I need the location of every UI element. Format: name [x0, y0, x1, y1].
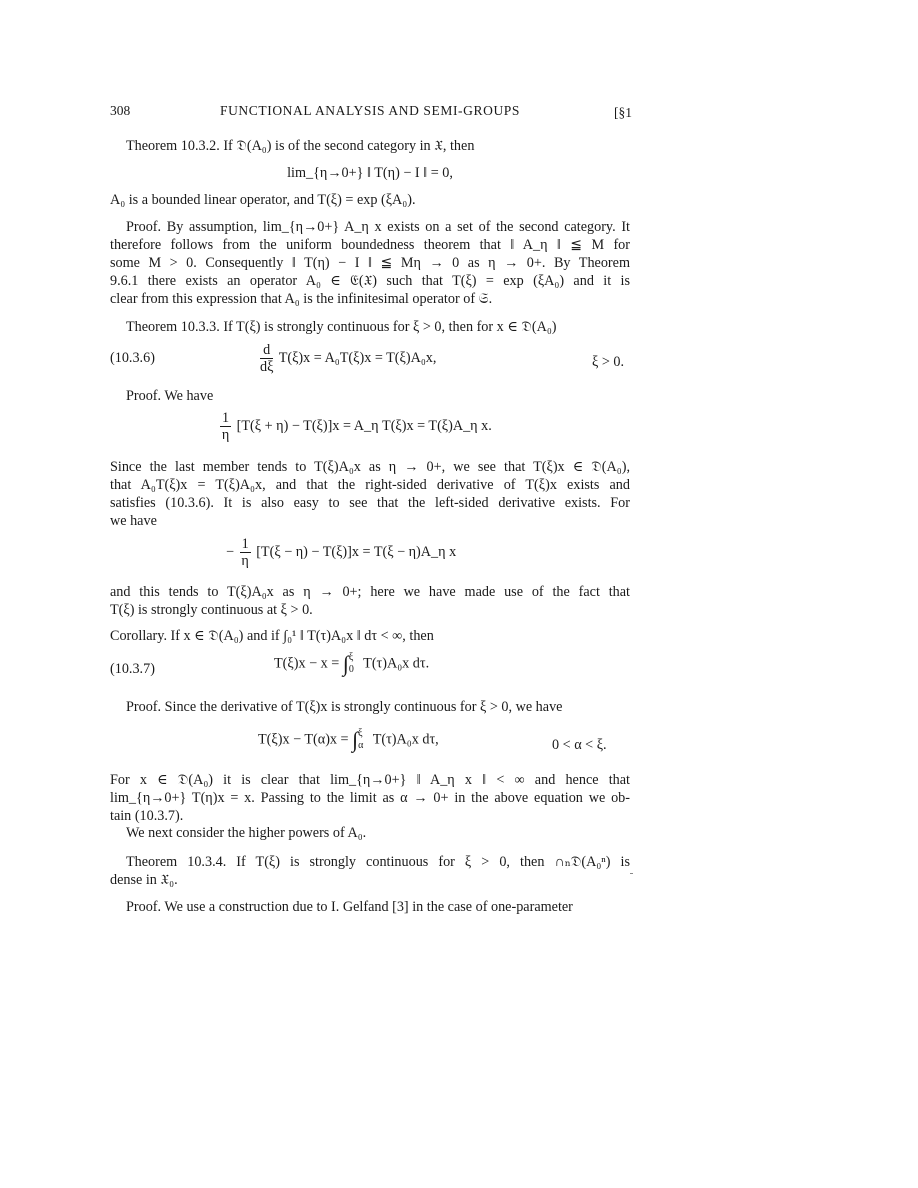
equation-10-3-7-left: T(ξ)x − x = — [274, 655, 340, 672]
theorem-10-3-4-line-1: Theorem 10.3.4. If T(ξ) is strongly continuous for ξ > 0, then ∩ₙ𝔇(A₀ⁿ) is — [126, 854, 630, 870]
page-number: 308 — [110, 103, 131, 118]
next-consider-line: We next consider the higher powers of A₀. — [126, 825, 367, 841]
proof-1032-line-5: clear from this expression that A₀ is the infinitesimal operator of 𝔖. — [110, 291, 493, 307]
integral-lower-limit-2: α — [358, 740, 364, 751]
proof-1033-equation-2 — [226, 536, 456, 569]
theorem-10-3-2-display: lim_{η→0+} ‖ T(η) − I ‖ = 0, — [287, 165, 453, 181]
equation-10-3-7 — [274, 652, 429, 676]
minus-sign: − — [226, 543, 235, 560]
proof-1033-line-4: we have — [110, 513, 157, 529]
proof-corollary-condition: 0 < α < ξ. — [552, 737, 607, 753]
proof-1032-line-2: therefore follows from the uniform boundedness theorem that ‖ A_η ‖ ≦ M for — [110, 237, 630, 253]
proof-1033-equation-1-body: [T(ξ + η) − T(ξ)]x = A_η T(ξ)x = T(ξ)A_η x. — [236, 417, 492, 434]
proof-corollary-equation-left: T(ξ)x − T(α)x = — [258, 731, 349, 748]
section-mark: [§1 — [614, 105, 632, 120]
equation-10-3-6-condition: ξ > 0. — [592, 354, 625, 370]
theorem-10-3-4-line-2: dense in 𝔛₀. — [110, 872, 178, 888]
running-head: FUNCTIONAL ANALYSIS AND SEMI-GROUPS — [219, 103, 521, 118]
equation-10-3-7-right: T(τ)A₀x dτ. — [363, 655, 430, 672]
proof-1033-line-3: satisfies (10.3.6). It is also easy to see that the left-sided derivative exists. For — [110, 495, 630, 511]
integral-sign: ∫ — [342, 651, 349, 676]
proof-corollary-line-1: For x ∈ 𝔇(A₀) it is clear that lim_{η→0+} ‖ A_η x ‖ < ∞ and hence that — [110, 772, 630, 788]
proof-1033-equation-1 — [218, 410, 492, 443]
proof-1034-line-1: Proof. We use a construction due to I. Gelfand [3] in the case of one-parameter — [126, 899, 573, 915]
proof-1033-line-2: that A₀T(ξ)x = T(ξ)A₀x, and that the right-sided derivative of T(ξ)x exists and — [110, 477, 630, 493]
proof-corollary-line-2: lim_{η→0+} T(η)x = x. Passing to the limit as α → 0+ in the above equation we ob- — [110, 790, 630, 806]
proof-corollary-intro: Proof. Since the derivative of T(ξ)x is strongly continuous for ξ > 0, we have — [126, 699, 563, 715]
derivative-fraction: $\frac{d}{d\xi}$ — [260, 342, 274, 375]
theorem-10-3-3-statement: Theorem 10.3.3. If T(ξ) is strongly continuous for ξ > 0, then for x ∈ 𝔇(A₀) — [126, 319, 557, 335]
theorem-10-3-2-conclusion: A₀ is a bounded linear operator, and T(ξ) = exp (ξA₀). — [110, 192, 416, 208]
equation-10-3-6-body: T(ξ)x = A₀T(ξ)x = T(ξ)A₀x, — [278, 349, 437, 366]
proof-corollary-equation — [258, 728, 439, 752]
proof-corollary-line-3: tain (10.3.7). — [110, 808, 184, 824]
proof-1032-line-1: Proof. By assumption, lim_{η→0+} A_η x exists on a set of the second category. It — [126, 219, 630, 235]
proof-corollary-equation-right: T(τ)A₀x dτ, — [372, 731, 439, 748]
page-header — [110, 103, 630, 123]
proof-1033-line-6: T(ξ) is strongly continuous at ξ > 0. — [110, 602, 313, 618]
proof-1033-line-1: Since the last member tends to T(ξ)A₀x as η → 0+, we see that T(ξ)x ∈ 𝔇(A₀), — [110, 459, 630, 475]
proof-1033-intro: Proof. We have — [126, 388, 214, 404]
corollary-statement: Corollary. If x ∈ 𝔇(A₀) and if ∫₀¹ ‖ T(τ)A₀x ‖ dτ < ∞, then — [110, 628, 434, 644]
fraction-one-over-eta: $\frac{1}{\eta}$ — [221, 410, 230, 443]
margin-mark — [630, 873, 633, 874]
theorem-10-3-2-statement: Theorem 10.3.2. If 𝔇(A₀) is of the second category in 𝔛, then — [126, 138, 475, 154]
integral-sign-2: ∫ — [352, 727, 359, 752]
integral-lower-limit: 0 — [348, 664, 354, 675]
equation-10-3-6 — [258, 342, 436, 375]
integral-upper-limit-2: ξ — [358, 728, 363, 739]
proof-1033-equation-2-body: [T(ξ − η) − T(ξ)]x = T(ξ − η)A_η x — [256, 543, 457, 560]
proof-1032-line-3: some M > 0. Consequently ‖ T(η) − I ‖ ≦ Mη → 0 as η → 0+. By Theorem — [110, 255, 630, 271]
equation-label-10-3-6: (10.3.6) — [110, 350, 155, 366]
proof-1032-line-4: 9.6.1 there exists an operator A₀ ∈ 𝔈(𝔛) such that T(ξ) = exp (ξA₀) and it is — [110, 273, 630, 289]
equation-label-10-3-7: (10.3.7) — [110, 661, 155, 677]
fraction-one-over-eta-2: $\frac{1}{\eta}$ — [241, 536, 249, 569]
integral-upper-limit: ξ — [348, 652, 354, 663]
proof-1033-line-5: and this tends to T(ξ)A₀x as η → 0+; here we have made use of the fact that — [110, 584, 630, 600]
